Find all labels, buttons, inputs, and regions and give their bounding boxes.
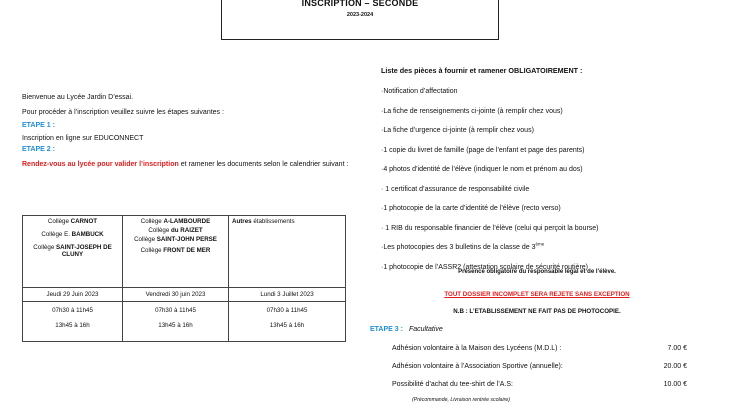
preorder-note: (Précommande, Livraison rentrée scolaire) [412, 397, 511, 403]
etape3-label: ETAPE 3 : [370, 326, 403, 333]
title-box [221, 0, 499, 40]
list-item: ·Notification d’affectation [381, 88, 458, 95]
fee-label: Possibilité d’achat du tee-shirt de l’A.S: [392, 381, 514, 388]
left-column [22, 93, 352, 170]
fees-list [392, 343, 692, 397]
college-line: Collège E. BAMBUCK [41, 230, 104, 238]
list-item: ·1 copie du livret de famille (page de l’enfant et page des parents) [381, 146, 585, 154]
fee-row [392, 361, 692, 379]
college-line: Collège SAINT-JOHN PERSE [134, 235, 217, 243]
fee-amount: 10.00 € [663, 381, 687, 388]
schedule-times: 07h30 à 11h45 13h45 à 16h [229, 302, 346, 342]
list-item: · 1 certificat d’assurance de responsabilité civile [381, 185, 530, 193]
documents-title: Liste des pièces à fournir et ramener OBLIGATOIREMENT : [381, 66, 583, 75]
college-line: Collège A-LAMBOURDE [140, 218, 211, 225]
etape3-heading [370, 326, 443, 333]
list-item: ·Les photocopies des 3 bulletins de la classe de 3ème [381, 241, 545, 251]
etape2-text [22, 160, 352, 169]
schedule-times: 07h30 à 11h45 13h45 à 16h [23, 302, 123, 342]
schedule-date: Vendredi 30 juin 2023 [123, 288, 229, 302]
etape2-label: ETAPE 2 : [22, 146, 55, 154]
schedule-table [22, 215, 346, 342]
etape2-rest: et ramener les documents selon le calendrier suivant : [178, 161, 349, 169]
etape2-red: Rendez-vous au lycée pour valider l’inscription [22, 161, 179, 169]
incomplete-warning: TOUT DOSSIER INCOMPLET SERA REJETE SANS EXCEPTION [444, 291, 630, 298]
list-item: ·La fiche de renseignements ci-jointe (à remplir chez vous) [381, 107, 563, 115]
etape3-optional: Facultative [408, 326, 443, 333]
schedule-times: 07h30 à 11h45 13h45 à 16h [123, 302, 229, 342]
list-item: · 1 RIB du responsable financier de l’élève (celui qui perçoit la bourse) [381, 224, 599, 232]
fee-row [392, 343, 692, 361]
list-item: ·La fiche d’urgence ci-jointe (à remplir chez vous) [381, 127, 534, 134]
documents-list [381, 66, 701, 277]
college-line: Collège CARNOT [47, 218, 98, 225]
list-item: ·1 photocopie de l’ASSR2 (attestation scolaire de sécurité routière) [381, 263, 588, 271]
college-line: Collège du RAIZET [148, 226, 203, 234]
fee-amount: 20.00 € [663, 363, 687, 370]
etape1-label: ETAPE 1 : [22, 122, 55, 130]
fee-amount: 7.00 € [667, 345, 687, 352]
list-item: ·1 photocopie de la carte d’identité de l’élève (recto verso) [381, 205, 561, 212]
college-line: Collège FRONT DE MER [140, 247, 211, 255]
no-photocopy-note: N.B : L’ETABLISSEMENT NE FAIT PAS DE PHOTOCOPIE. [453, 308, 621, 315]
page-title: INSCRIPTION – SECONDE [301, 0, 419, 8]
fee-row [392, 379, 692, 397]
welcome-text: Bienvenue au Lycée Jardin D’essai. [22, 94, 134, 101]
schedule-col1-colleges [23, 216, 123, 288]
school-year: 2023-2024 [346, 12, 374, 18]
fee-label: Adhésion volontaire à la Maison des Lycéens (M.D.L) : [392, 345, 562, 352]
presence-note: Présence obligatoire du responsable légal et de l’élève. [458, 269, 616, 275]
etape1-text: Inscription en ligne sur EDUCONNECT [22, 135, 144, 143]
intro-text: Pour procéder à l’inscription veuillez suivre les étapes suivantes : [22, 109, 224, 117]
college-line: Collège SAINT-JOSEPH DE CLUNY [33, 243, 112, 259]
schedule-date: Lundi 3 Juillet 2023 [229, 288, 346, 302]
schedule-col2-colleges [123, 216, 229, 288]
schedule-col3-colleges: Autres établissements [229, 216, 346, 288]
schedule-date: Jeudi 29 Juin 2023 [23, 288, 123, 302]
fee-label: Adhésion volontaire à l’Association Sportive (annuelle): [392, 363, 563, 370]
list-item: ·4 photos d’identité de l’élève (indiquer le nom et prénom au dos) [381, 166, 583, 173]
